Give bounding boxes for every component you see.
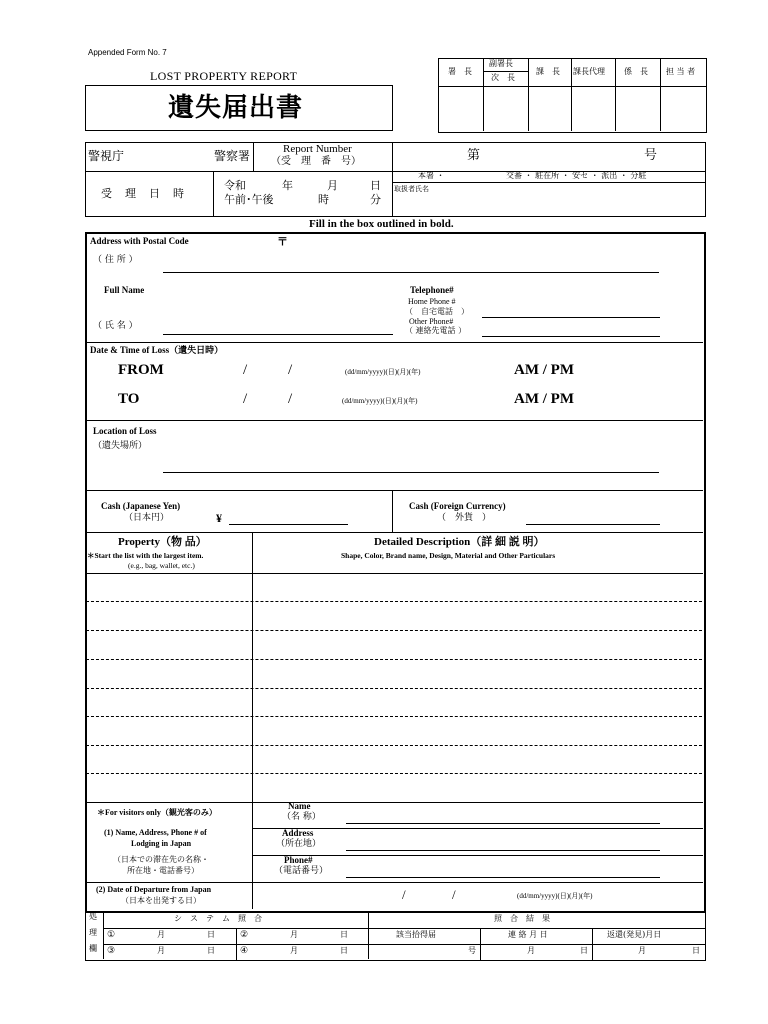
check-4-month: 月: [290, 946, 298, 955]
return-month: 月: [638, 946, 646, 955]
check-4-day: 日: [340, 946, 348, 955]
hour-label: 時: [318, 193, 329, 206]
cash-foreign-label: Cash (Foreign Currency): [409, 501, 506, 511]
property-row[interactable]: [86, 745, 702, 746]
check-3-marker: ③: [107, 946, 116, 956]
lodging-label-2: Lodging in Japan: [131, 839, 192, 848]
system-check-label: シ ス テ ム 照 合: [174, 914, 262, 923]
property-row[interactable]: [86, 716, 702, 717]
form-number: Appended Form No. 7: [88, 48, 167, 57]
processing-side-2: 理: [89, 928, 97, 937]
check-1-day: 日: [207, 930, 215, 939]
handling-officer-label: 取扱者氏名: [394, 185, 429, 193]
full-name-field[interactable]: [163, 334, 393, 335]
property-label: Property（物 品）: [118, 536, 207, 548]
month-label: 月: [327, 179, 338, 192]
lodging-address-field[interactable]: [346, 850, 660, 851]
reception-date-label: 受 理 日 時: [101, 187, 185, 200]
full-name-label: Full Name: [104, 285, 145, 295]
visitors-only-label: ＊For visitors only（観光客のみ）: [97, 808, 217, 817]
other-phone-label: Other Phone#: [409, 317, 454, 326]
stamp-section-chief: 課 長: [536, 67, 560, 76]
minute-label: 分: [370, 193, 381, 206]
property-example: (e.g., bag, wallet, etc.): [128, 561, 195, 570]
other-phone-field[interactable]: [482, 336, 660, 337]
property-row[interactable]: [86, 688, 702, 689]
property-row[interactable]: [86, 630, 702, 631]
lodging-address-jp-label: （所在地）: [276, 839, 322, 849]
stamp-deputy-section-chief: 課長代理: [573, 67, 605, 76]
departure-slash-1: /: [402, 887, 406, 902]
lodging-label-1: (1) Name, Address, Phone # of: [104, 828, 207, 837]
address-field[interactable]: [163, 272, 659, 273]
home-phone-jp-label: （ 自宅電話 ）: [405, 307, 469, 316]
stamp-deputy-chief: 副署長: [489, 59, 513, 68]
loss-location-label: Location of Loss: [93, 426, 157, 436]
from-label: FROM: [118, 362, 164, 378]
other-phone-jp-label: （ 連絡先電話 ）: [405, 326, 467, 335]
loss-location-field[interactable]: [163, 472, 659, 473]
return-day: 日: [692, 946, 700, 955]
day-label: 日: [370, 179, 381, 192]
contact-date-label: 連 絡 月 日: [508, 930, 548, 939]
agency-label: 警視庁: [88, 149, 125, 163]
lodging-name-jp-label: （名 称）: [282, 812, 321, 822]
instruction-text: Fill in the box outlined in bold.: [309, 218, 454, 230]
to-date-format: (dd/mm/yyyy)(日)(月)(年): [342, 397, 418, 405]
lodging-jp-label-2: 所在地・電話番号）: [127, 866, 199, 875]
address-jp-label: （ 住 所 ）: [93, 255, 138, 265]
to-slash-1: /: [243, 391, 248, 407]
number-suffix: 号: [644, 148, 658, 163]
stamp-officer-in-charge: 担 当 者: [666, 67, 696, 76]
home-phone-field[interactable]: [482, 317, 660, 318]
home-phone-label: Home Phone #: [408, 297, 456, 306]
cash-jpy-field[interactable]: [229, 524, 348, 525]
contact-day: 日: [580, 946, 588, 955]
property-note: ＊Start the list with the largest item.: [87, 551, 204, 560]
cash-jpy-jp-label: （日本円）: [124, 513, 170, 523]
stamp-vice-chief: 次 長: [491, 73, 515, 82]
loss-datetime-label: Date & Time of Loss（遺失日時）: [90, 345, 224, 355]
postal-mark: 〒: [277, 235, 288, 248]
check-3-month: 月: [157, 946, 165, 955]
check-3-day: 日: [207, 946, 215, 955]
lodging-phone-jp-label: （電話番号）: [274, 866, 329, 876]
property-row[interactable]: [86, 773, 702, 774]
property-row[interactable]: [86, 659, 702, 660]
to-slash-2: /: [288, 391, 293, 407]
departure-jp-label: （日本を出発する日）: [121, 896, 201, 905]
number-prefix: 第: [467, 148, 481, 163]
to-label: TO: [118, 391, 140, 407]
form-title-japanese: 遺失届出書: [168, 93, 304, 122]
return-date-label: 返還(発見)月日: [607, 930, 662, 939]
main-station-label: 本署 ・: [418, 171, 445, 180]
cash-foreign-jp-label: （ 外貨 ）: [437, 513, 492, 523]
stamp-subsection-chief: 係 長: [624, 67, 648, 76]
departure-label: (2) Date of Departure from Japan: [96, 885, 212, 894]
to-am-pm[interactable]: AM / PM: [514, 391, 574, 407]
stamp-chief: 署 長: [448, 67, 472, 76]
from-date-format: (dd/mm/yyyy)(日)(月)(年): [345, 368, 421, 376]
loss-location-jp-label: （遺失場所）: [93, 441, 148, 451]
lodging-phone-field[interactable]: [346, 877, 660, 878]
matching-found-report-label: 該当拾得届: [396, 930, 436, 939]
property-row[interactable]: [86, 601, 702, 602]
yen-symbol: ¥: [216, 511, 222, 525]
lodging-address-label: Address: [282, 828, 314, 838]
cash-foreign-field[interactable]: [526, 524, 660, 525]
cash-jpy-label: Cash (Japanese Yen): [101, 501, 181, 511]
am-pm-label: 午前･午後: [224, 193, 274, 206]
report-number-jp-label: （受 理 番 号）: [271, 156, 361, 167]
police-station-label: 警察署: [214, 149, 251, 163]
full-name-jp-label: （ 氏 名 ）: [93, 321, 138, 331]
form-title-english: LOST PROPERTY REPORT: [150, 69, 298, 83]
report-number-label: Report Number: [283, 143, 352, 155]
found-report-number-suffix: 号: [468, 946, 476, 955]
description-sub-label: Shape, Color, Brand name, Design, Material and Other Particulars: [341, 551, 556, 560]
substation-types: 交番 ・ 駐在所 ・ 安セ ・ 派出 ・ 分駐: [506, 171, 647, 180]
processing-side-3: 欄: [89, 944, 97, 953]
telephone-label: Telephone#: [410, 285, 454, 295]
lodging-name-label: Name: [288, 801, 311, 811]
check-4-marker: ④: [240, 946, 249, 956]
year-label: 年: [282, 179, 293, 192]
check-1-marker: ①: [107, 930, 116, 940]
description-label: Detailed Description（詳 細 説 明）: [374, 536, 545, 548]
check-2-day: 日: [340, 930, 348, 939]
departure-date-format: (dd/mm/yyyy)(日)(月)(年): [517, 892, 593, 900]
from-slash-1: /: [243, 362, 248, 378]
check-result-label: 照 合 結 果: [494, 914, 550, 923]
address-label: Address with Postal Code: [90, 236, 189, 246]
lodging-jp-label-1: （日本での滞在先の名称・: [113, 855, 209, 864]
check-2-marker: ②: [240, 930, 249, 940]
contact-month: 月: [527, 946, 535, 955]
from-slash-2: /: [288, 362, 293, 378]
lodging-phone-label: Phone#: [284, 855, 313, 865]
from-am-pm[interactable]: AM / PM: [514, 362, 574, 378]
check-1-month: 月: [157, 930, 165, 939]
processing-side-1: 処: [89, 912, 97, 921]
era-label: 令和: [224, 179, 246, 192]
departure-slash-2: /: [452, 887, 456, 902]
check-2-month: 月: [290, 930, 298, 939]
lodging-name-field[interactable]: [346, 823, 660, 824]
